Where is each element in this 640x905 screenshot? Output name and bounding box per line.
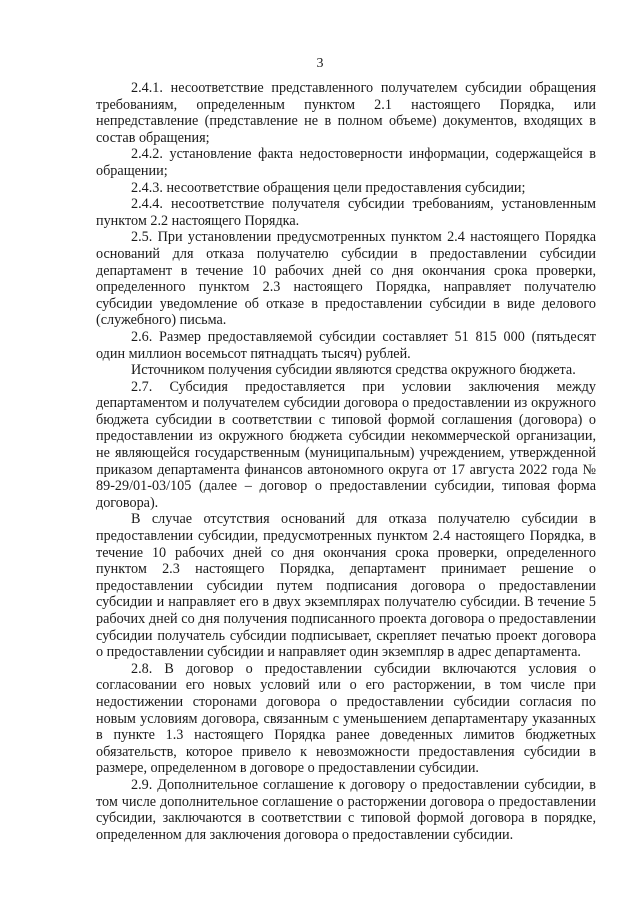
paragraph-2-8: 2.8. В договор о предоставлении субсидии включаются условия о согласовании его новых условий или о его расторжении, в том числе при недостижении сторонами договора о предоставлении субсидии согласия по новым условиям договора, связанным с уменьшением департаментару указанных в пункте 1.3 настоящего Порядка ранее доведенных лимитов бюджетных обязательств, которое привело к невозможности предоставления субсидии в размере, определенном в договоре о предоставлении субсидии. <box>96 660 596 777</box>
paragraph-2-9: 2.9. Дополнительное соглашение к договору о предоставлении субсидии, в том числе дополнительное соглашение о расторжении договора о предоставлении субсидии, заключаются в соответствии с типовой формой договора в порядке, определенном для заключения договора о предоставлении субсидии. <box>96 776 596 843</box>
paragraph-2-4-4: 2.4.4. несоответствие получателя субсидии требованиям, установленным пунктом 2.2 настоящего Порядка. <box>96 196 596 229</box>
paragraph-2-4-2: 2.4.2. установление факта недостоверности информации, содержащейся в обращении; <box>96 146 596 179</box>
paragraph-2-5: 2.5. При установлении предусмотренных пунктом 2.4 настоящего Порядка оснований для отказа получателю субсидии в предоставлении субсидии департамент в течение 10 рабочих дней со дня окончания срока проверки, определенного пунктом 2.3 настоящего Порядка, направляет получателю субсидии уведомление об отказе в предоставлении субсидии в виде делового (служебного) письма. <box>96 229 596 329</box>
paragraph-no-refusal: В случае отсутствия оснований для отказа получателю субсидии в предоставлении субсидии, предусмотренных пунктом 2.4 настоящего Порядка, в течение 10 рабочих дней со дня окончания срока проверки, определенного пунктом 2.3 настоящего Порядка, департамент принимает решение о предоставлении субсидии путем подписания договора о предоставлении субсидии и направляет его в двух экземплярах получателю субсидии. В течение 5 рабочих дней со дня получения подписанного проекта договора о предоставлении субсидии получатель субсидии подписывает, скрепляет печатью проект договора о предоставлении субсидии и направляет один экземпляр в адрес департамента. <box>96 511 596 661</box>
page-number: 3 <box>316 56 324 71</box>
paragraph-2-4-3: 2.4.3. несоответствие обращения цели предоставления субсидии; <box>131 179 526 196</box>
paragraph-funding-source: Источником получения субсидии являются средства окружного бюджета. <box>131 362 576 379</box>
paragraph-2-4-1: 2.4.1. несоответствие представленного получателем субсидии обращения требованиям, определенным пунктом 2.1 настоящего Порядка, или непредставление (представление не в полном объеме) документов, входящих в состав обращения; <box>96 80 596 146</box>
paragraph-2-6: 2.6. Размер предоставляемой субсидии составляет 51 815 000 (пятьдесят один миллион восемьсот пятнадцать тысяч) рублей. <box>96 328 596 362</box>
paragraph-2-7: 2.7. Субсидия предоставляется при условии заключения между департаментом и получателем субсидии договора о предоставлении из окружного бюджета субсидии в соответствии с типовой формой соглашения (договора) о предоставлении из окружного бюджета субсидии некоммерческой организации, не являющейся государственным (муниципальным) учреждением, утвержденной приказом департамента финансов автономного округа от 17 августа 2022 года № 89-29/01-03/105 (далее – договор о предоставлении субсидии, типовая форма договора). <box>96 378 596 511</box>
document-body <box>96 80 596 843</box>
